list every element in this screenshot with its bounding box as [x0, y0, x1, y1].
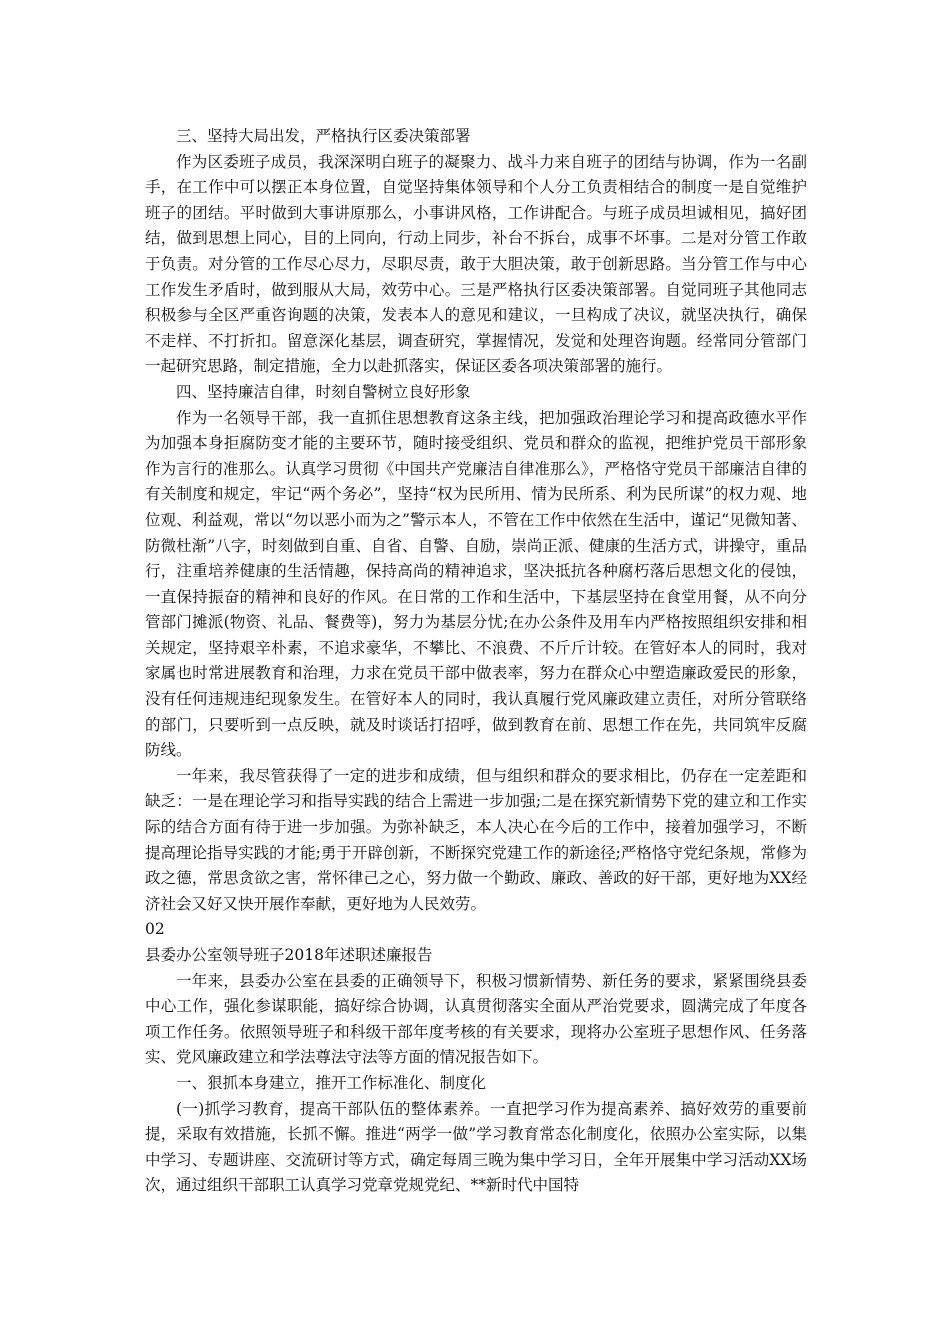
- section-number: 02: [145, 920, 165, 939]
- paragraph-report-intro: 一年来，县委办公室在县委的正确领导下，积极习惯新情势、新任务的要求，紧紧围绕县委中心工作，强化参谋职能，搞好综合协调，认真贯彻落实全面从严治党要求，圆满完成了年度各项工作任务。依照领导班子和科级干部年度考核的有关要求，现将办公室班子思想作风、任务落实、党风廉政建立和学法尊法守法等方面的情况报告如下。: [145, 971, 807, 1067]
- paragraph-integrity: 作为一名领导干部，我一直抓住思想教育这条主线，把加强政治理论学习和提高政德水平作为加强本身拒腐防变才能的主要环节，随时接受组织、党员和群众的监视，把维护党员干部形象作为言行的准那么。认真学习贯彻《中国共产党廉洁自律准那么》，严格恪守党员干部廉洁自律的有关制度和规定，牢记“两个务必”，坚持“权为民所用、情为民所系、利为民所谋”的权力观、地位观、利益观，常以“勿以恶小而为之”警示本人，不管在工作中依然在生活中，谨记“见微知著、防微杜渐”八字，时刻做到自重、自省、自警、自励，崇尚正派、健康的生活方式，讲操守，重品行，注重培养健康的生活情趣，保持高尚的精神追求，坚决抵抗各种腐朽落后思想文化的侵蚀，一直保持振奋的精神和良好的作风。在日常的工作和生活中，下基层坚持在食堂用餐，从不向分管部门摊派(物资、礼品、餐费等)，努力为基层分忧;在办公条件及用车内严格按照组织安排和相关规定，坚持艰辛朴素，不追求豪华，不攀比、不浪费、不斤斤计较。在管好本人的同时，我对家属也时常进展教育和治理，力求在党员干部中做表率，努力在群众心中塑造廉政爱民的形象，没有任何违规违纪现象发生。在管好本人的同时，我认真履行党风廉政建立责任，对所分管联络的部门，只要听到一点反映，就及时谈话打招呼，做到教育在前、思想工作在先，共同筑牢反腐防线。: [145, 408, 807, 760]
- document-page: [145, 124, 807, 1199]
- section-heading-3: 三、坚持大局出发，严格执行区委决策部署: [176, 127, 471, 145]
- paragraph-study-education: (一)抓学习教育，提高干部队伍的整体素养。一直把学习作为提高素养、搞好效劳的重要前提，采取有效措施，长抓不懈。推进“两学一做”学习教育常态化制度化，依照办公室实际，以集中学习、专题讲座、交流研讨等方式，确定每周三晚为集中学习日，全年开展集中学习活动XX场次，通过组织干部职工认真学习党章党规党纪、**新时代中国特: [145, 1099, 807, 1195]
- section-heading-1: 一、狠抓本身建立，推开工作标准化、制度化: [176, 1073, 487, 1092]
- paragraph-summary: 一年来，我尽管获得了一定的进步和成绩，但与组织和群众的要求相比，仍存在一定差距和缺乏：一是在理论学习和指导实践的结合上需进一步加强;二是在探究新情势下党的建立和工作实际的结合方面有待于进一步加强。为弥补缺乏，本人决心在今后的工作中，接着加强学习，不断提高理论指导实践的才能;勇于开辟创新，不断探究党建工作的新途径;严格恪守党纪条规，常修为政之德，常思贪欲之害，常怀律己之心，努力做一个勤政、廉政、善政的好干部，更好地为XX经济社会又好又快开展作奉献，更好地为人民效劳。: [145, 766, 807, 913]
- paragraph-team-unity: 作为区委班子成员，我深深明白班子的凝聚力、战斗力来自班子的团结与协调，作为一名副手，在工作中可以摆正本身位置，自觉坚持集体领导和个人分工负责相结合的制度一是自觉维护班子的团结。平时做到大事讲原那么，小事讲风格，工作讲配合。与班子成员坦诚相见，搞好团结，做到思想上同心，目的上同向，行动上同步，补台不拆台，成事不坏事。二是对分管工作敢于负责。对分管的工作尽心尽力，尽职尽责，敢于大胆决策，敢于创新思路。当分管工作与中心工作发生矛盾时，做到服从大局，效劳中心。三是严格执行区委决策部署。自觉同班子其他同志积极参与全区严重咨询题的决策，发表本人的意见和建议，一旦构成了决议，就坚决执行，确保不走样、不打折扣。留意深化基层，调查研究，掌握情况，发觉和处理咨询题。经常同分管部门一起研究思路，制定措施，全力以赴抓落实，保证区委各项决策部署的施行。: [145, 152, 807, 376]
- section-heading-4: 四、坚持廉洁自律，时刻自警树立良好形象: [176, 382, 471, 401]
- report-title: 县委办公室领导班子2018年述职述廉报告: [145, 946, 433, 964]
